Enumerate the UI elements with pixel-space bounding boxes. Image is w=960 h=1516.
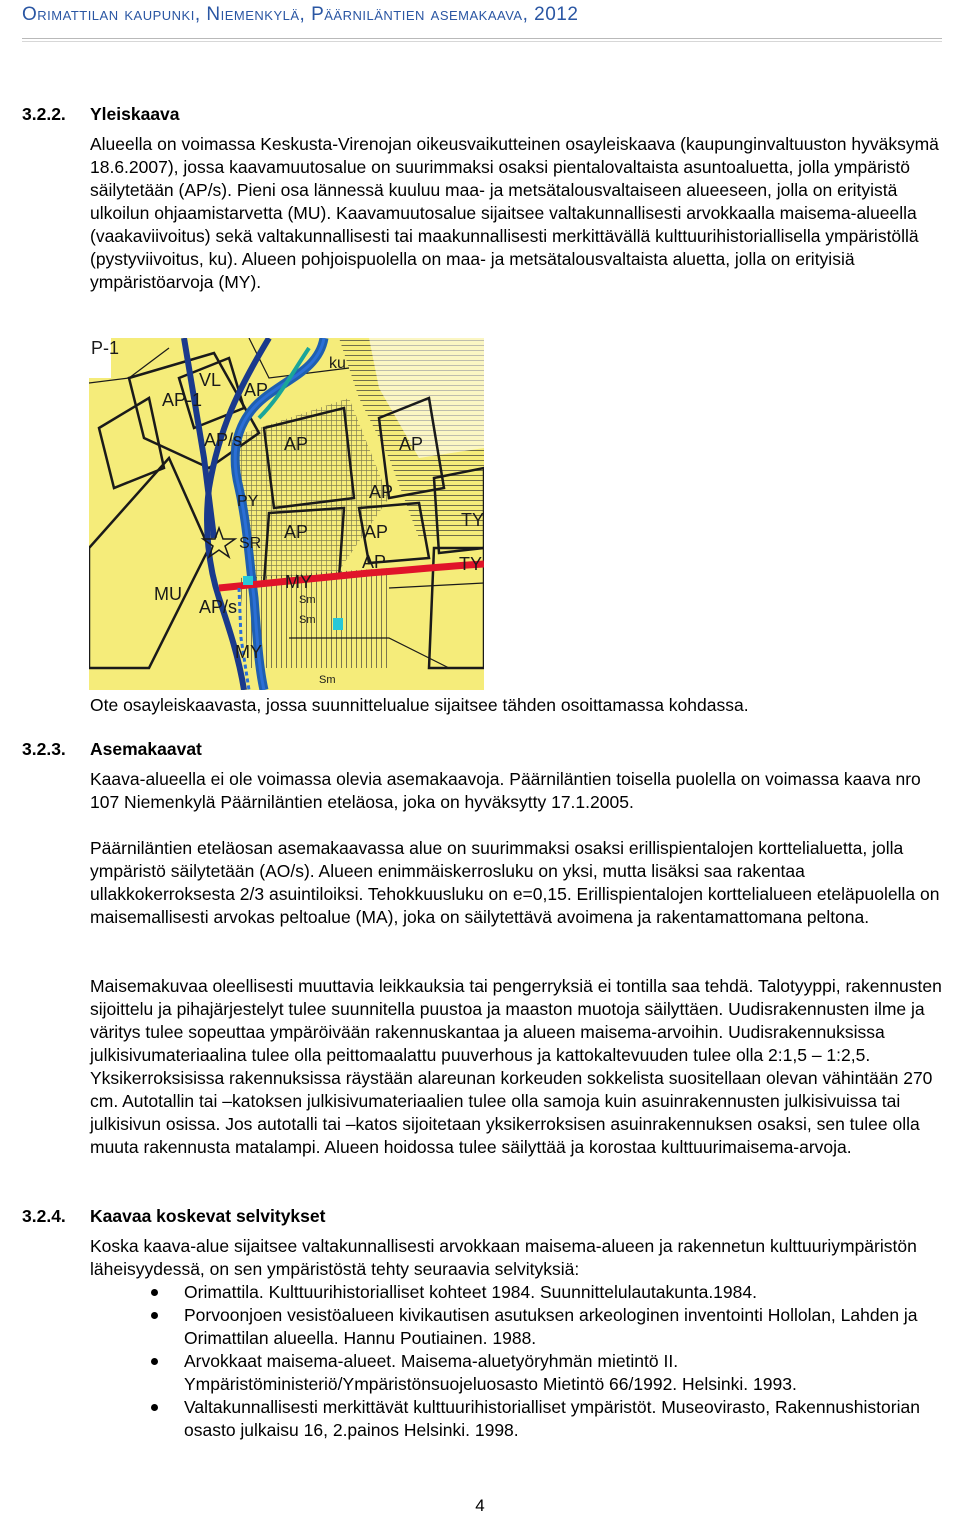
map-label: AP	[244, 380, 269, 400]
bullet-icon	[151, 1289, 158, 1296]
map-label: AP-1	[162, 390, 203, 410]
page-number: 4	[475, 1496, 485, 1515]
list-item	[90, 1350, 945, 1396]
list-item	[90, 1396, 945, 1442]
reference-text: Arvokkaat maisema-alueet. Maisema-aluetyöryhmän mietintö II. Ympäristöministeriö/Ympäristönsuojeluosasto Mietintö 66/1992. Helsinki. 1993.	[184, 1351, 797, 1394]
asemakaavat-paragraph-3: Maisemakuvaa oleellisesti muuttavia leikkauksia tai pengerryksiä ei tontilla saa tehdä. Talotyyppi, rakennusten sijoittelu ja pihajärjestelyt tulee suunnitella puustoa ja maaston muotoja säilyttäen. Uudisrakennusten ilme ja väritys tulee sopeuttaa ympäröivään rakennuskantaa ja alueen maisema-arvoihin. Uudisrakennuksissa julkisivumateriaalina tulee olla peittomaalattu puuverhous ja kattokaltevuuden tulee olla 2:1,5 – 1:2,5. Yksikerroksisissa rakennuksissa räystään alareunan korkeuden sokkelista suositellaan olevan vähintään 270 cm. Autotallin tai –katoksen julkisivumateriaalien tulee olla samoja kuin asuinrakennusten julkisivuissa tai julkisivun osissa. Jos autotalli tai –katos sijoitetaan yksikerroksisen asuinrakennuksen osaksi, sen tulee olla muuta rakennusta matalampi. Alueen hoidossa tulee säilyttää ja korostaa kulttuurimaisema-arvoja.	[90, 976, 942, 1157]
map-label: SR	[239, 535, 262, 552]
map-label: AP	[284, 434, 309, 454]
yleiskaava-paragraph: Alueella on voimassa Keskusta-Virenojan oikeusvaikutteinen osayleiskaava (kaupunginvaltuuston hyväksymä 18.6.2007), jossa kaavamuutosalue on suurimmaksi osaksi pientalovaltaista asuntoaluetta, jolla ympäristö säilytetään (AP/s). Pieni osa lännessä kuuluu maa- ja metsätalousvaltaiseen alueeseen, jolla on erityistä ulkoilun ohjaamistarvetta (MU). Kaavamuutosalue sijaitsee valtakunnallisesti arvokkaalla maisema-alueella (vaakaviivoitus) sekä valtakunnallisesti tai maakunnallisesti merkittävällä kulttuurihistoriallisella ympäristöllä (pystyviivoitus, ku). Alueen pohjoispuolella on maa- ja metsätalousvaltaista aluetta, jolla on erityisiä ympäristöarvoja (MY).	[90, 134, 939, 292]
osayleiskaava-map	[89, 338, 484, 690]
asemakaavat-paragraph-1: Kaava-alueella ei ole voimassa olevia asemakaavoja. Päärniläntien toisella puolella on voimassa kaava nro 107 Niemenkylä Päärniläntien eteläosa, joka on hyväksytty 17.1.2005.	[90, 769, 921, 812]
document-header: Orimattilan kaupunki, Niemenkylä, Päärniläntien asemakaava, 2012	[22, 4, 579, 25]
map-label: Sm	[299, 594, 316, 606]
map-label: VL	[199, 370, 222, 390]
map-label: MU	[154, 584, 182, 604]
section-title: Yleiskaava	[90, 104, 180, 124]
map-label: AP/s	[199, 597, 238, 617]
reference-list	[90, 1281, 945, 1442]
list-item	[90, 1304, 945, 1350]
section-heading-selvitykset	[22, 1206, 325, 1227]
bullet-icon	[151, 1404, 158, 1411]
map-label: Sm	[299, 614, 316, 626]
reference-text: Orimattila. Kulttuurihistorialliset kohteet 1984. Suunnittelulautakunta.1984.	[184, 1282, 757, 1302]
map-label: ku	[329, 355, 346, 372]
map-label: AP	[362, 552, 387, 572]
figure-caption: Ote osayleiskaavasta, jossa suunnittelualue sijaitsee tähden osoittamassa kohdassa.	[90, 695, 749, 715]
map-label: P-1	[91, 338, 120, 358]
section-title: Asemakaavat	[90, 739, 202, 759]
bullet-icon	[151, 1358, 158, 1365]
reference-text: Porvoonjoen vesistöalueen kivikautisen asutuksen arkeologinen inventointi Hollolan, Lahden ja Orimattilan alueella. Hannu Poutiainen. 1988.	[184, 1305, 918, 1348]
map-label: AP/s	[204, 430, 243, 450]
section-heading-asemakaavat	[22, 739, 202, 760]
map-label: Sm	[319, 674, 336, 686]
map-label: AP	[284, 522, 309, 542]
list-item	[90, 1281, 945, 1304]
map-label: AP	[399, 434, 424, 454]
header-rule	[22, 38, 942, 39]
map-label: TY	[461, 510, 484, 530]
section-number: 3.2.2.	[22, 104, 66, 124]
asemakaavat-paragraph-2: Päärniläntien eteläosan asemakaavassa alue on suurimmaksi osaksi erillispientalojen korttelialuetta, jolla ympäristö säilytetään (AO/s). Alueen enimmäiskerrosluku on yksi, mutta lisäksi saa rakentaa ullakkokerroksesta 2/3 asuintiloiksi. Tehokkuusluku on e=0,15. Erillispientalojen korttelialueen eteläpuolella on maisemallisesti arvokas peltoalue (MA), joka on säilytettävä avoimena ja rakentamattomana peltona.	[90, 838, 940, 927]
section-heading-yleiskaava	[22, 104, 180, 125]
bullet-icon	[151, 1312, 158, 1319]
section-title: Kaavaa koskevat selvitykset	[90, 1206, 326, 1226]
map-label: AP	[364, 522, 389, 542]
map-label: PY	[237, 493, 259, 510]
header-rule-secondary	[22, 41, 942, 42]
reference-text: Valtakunnallisesti merkittävät kulttuurihistorialliset ympäristöt. Museovirasto, Rakennushistorian osasto julkaisu 16, 2.painos Helsinki. 1998.	[184, 1397, 920, 1440]
section-number: 3.2.4.	[22, 1206, 66, 1226]
map-label: TY	[459, 554, 483, 574]
selvitykset-intro: Koska kaava-alue sijaitsee valtakunnallisesti arvokkaan maisema-alueen ja rakennetun kulttuuriympäristön läheisyydessä, on sen ympäristöstä tehty seuraavia selvityksiä:	[90, 1236, 917, 1279]
map-label: AP	[369, 482, 394, 502]
section-number: 3.2.3.	[22, 739, 66, 759]
map-label: MY	[235, 642, 262, 662]
map-label: MY	[285, 572, 312, 592]
